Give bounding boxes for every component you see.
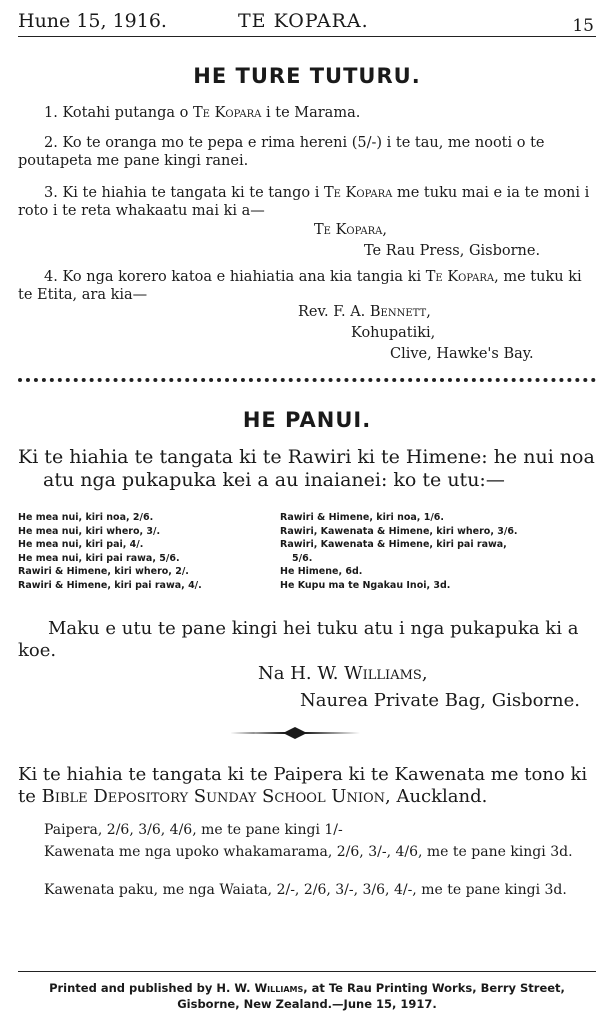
list-item: He Kupu ma te Ngakau Inoi, 3d. xyxy=(280,579,451,591)
dotted-divider xyxy=(18,378,596,382)
ture-heading: HE TURE TUTURU. xyxy=(193,64,421,88)
ture-item-2: 2. Ko te oranga mo te pepa e rima hereni (5/-) i te tau, me nooti o te poutapeta me pane kingi ranei. xyxy=(18,135,545,169)
list-item: Rawiri, Kawenata & Himene, kiri pai rawa, xyxy=(280,539,507,550)
paipera-lead: Ki te hiahia te tangata ki te Paipera ki te Kawenata me tono ki te Bible Depository Sunday School Union, Auckland. xyxy=(18,764,588,807)
list-item: Kawenata me nga upoko whakamarama, 2/6, 3/-, 4/6, me te pane kingi 3d. xyxy=(44,844,573,860)
panui-lead: Ki te hiahia te tangata ki te Rawiri ki te Himene: he nui noa atu nga pukapuka kei a au inaianei: ko te utu:— xyxy=(18,446,595,491)
paipera-items xyxy=(18,822,592,839)
address-bennett: Rev. F. A. Bennett, Kohupatiki, Clive, Hawke's Bay. xyxy=(298,304,534,362)
list-item: He mea nui, kiri pai rawa, 5/6. xyxy=(18,552,180,564)
price-list-right xyxy=(280,511,518,592)
page-header xyxy=(18,6,596,37)
list-item: Rawiri, Kawenata & Himene, kiri whero, 3/6. xyxy=(280,525,518,537)
panui-heading: HE PANUI. xyxy=(242,408,372,432)
list-item: He mea nui, kiri noa, 2/6. xyxy=(18,512,154,523)
list-item: Paipera, 2/6, 3/6, 4/6, me te pane kingi 1/- xyxy=(44,822,343,838)
list-item: He mea nui, kiri pai, 4/. xyxy=(18,539,144,550)
address-te-kopara: Te Kopara, Te Rau Press, Gisborne. xyxy=(314,222,541,259)
list-item: He Himene, 6d. xyxy=(280,566,363,577)
ture-section xyxy=(18,64,596,88)
issue-date: Hune 15, 1916. xyxy=(18,10,167,32)
list-item: Rawiri & Himene, kiri pai rawa, 4/. xyxy=(18,579,202,591)
ture-items xyxy=(18,104,592,122)
newspaper-page xyxy=(18,6,596,1011)
ture-item-4: 4. Ko nga korero katoa e hiahiatia ana kia tangia ki Te Kopara, me tuku ki te Etita, ara kia— xyxy=(18,269,582,303)
publication-title: TE KOPARA. xyxy=(238,10,369,32)
price-list xyxy=(18,511,596,607)
panui-signature: Na H. W. Williams, Naurea Private Bag, Gisborne. xyxy=(258,663,580,711)
panui-note: Maku e utu te pane kingi hei tuku atu i nga pukapuka ki a koe. xyxy=(18,618,579,661)
ture-item-1: 1. Kotahi putanga o Te Kopara i te Marama. xyxy=(44,105,361,121)
ornament-divider-icon xyxy=(230,726,360,740)
price-list-left xyxy=(18,511,202,592)
page-number: 15 xyxy=(572,16,594,36)
imprint-footer: Printed and published by H. W. Williams, at Te Rau Printing Works, Berry Street, Gisborne, New Zealand.—June 15, 1917. xyxy=(18,971,596,1012)
list-item: 5/6. xyxy=(292,552,313,564)
list-item: Kawenata paku, me nga Waiata, 2/-, 2/6, 3/-, 3/6, 4/-, me te pane kingi 3d. xyxy=(44,882,567,898)
list-item: Rawiri & Himene, kiri whero, 2/. xyxy=(18,566,189,577)
list-item: Rawiri & Himene, kiri noa, 1/6. xyxy=(280,512,445,523)
list-item: He mea nui, kiri whero, 3/. xyxy=(18,525,161,537)
ture-item-3: 3. Ki te hiahia te tangata ki te tango i Te Kopara me tuku mai e ia te moni i roto i te reta whakaatu mai ki a— xyxy=(18,185,590,219)
